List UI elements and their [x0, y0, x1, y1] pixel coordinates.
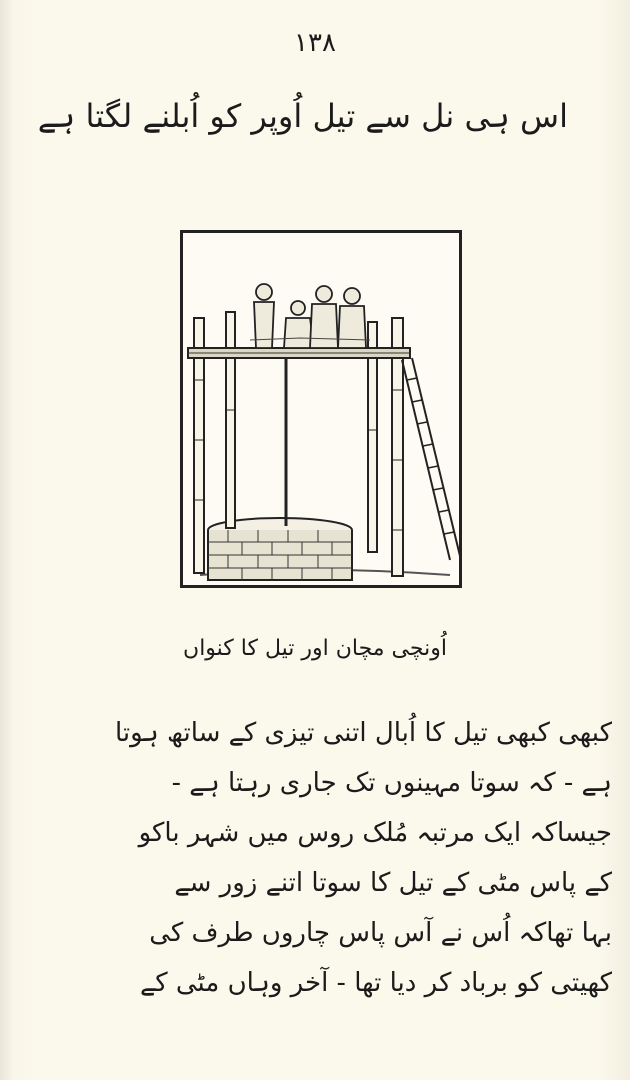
body-line: کھیتی کو برباد کر دیا تھا - آخر وہاں مٹی کے — [140, 968, 612, 998]
body-line: جیساکہ ایک مرتبہ مُلک روس میں شہر باکو — [138, 818, 612, 848]
figure-caption: اُونچی مچان اور تیل کا کنواں — [183, 636, 447, 661]
body-line: کے پاس مٹی کے تیل کا سوتا اتنے زور سے — [174, 868, 612, 898]
body-paragraph — [16, 708, 612, 1008]
body-line: کبھی کبھی تیل کا اُبال اتنی تیزی کے ساتھ ہوتا — [114, 718, 612, 748]
body-line: بہا تھاکہ اُس نے آس پاس چاروں طرف کی — [149, 918, 612, 948]
page-headline: اس ہی نل سے تیل اُوپر کو اُبلنے لگتا ہے — [37, 97, 568, 135]
oil-well-tower-icon — [180, 230, 462, 588]
oil-well-illustration — [180, 230, 462, 588]
body-line: ہے - کہ سوتا مہینوں تک جاری رہتا ہے - — [171, 768, 612, 798]
page-number: ۱۳۸ — [294, 28, 336, 58]
